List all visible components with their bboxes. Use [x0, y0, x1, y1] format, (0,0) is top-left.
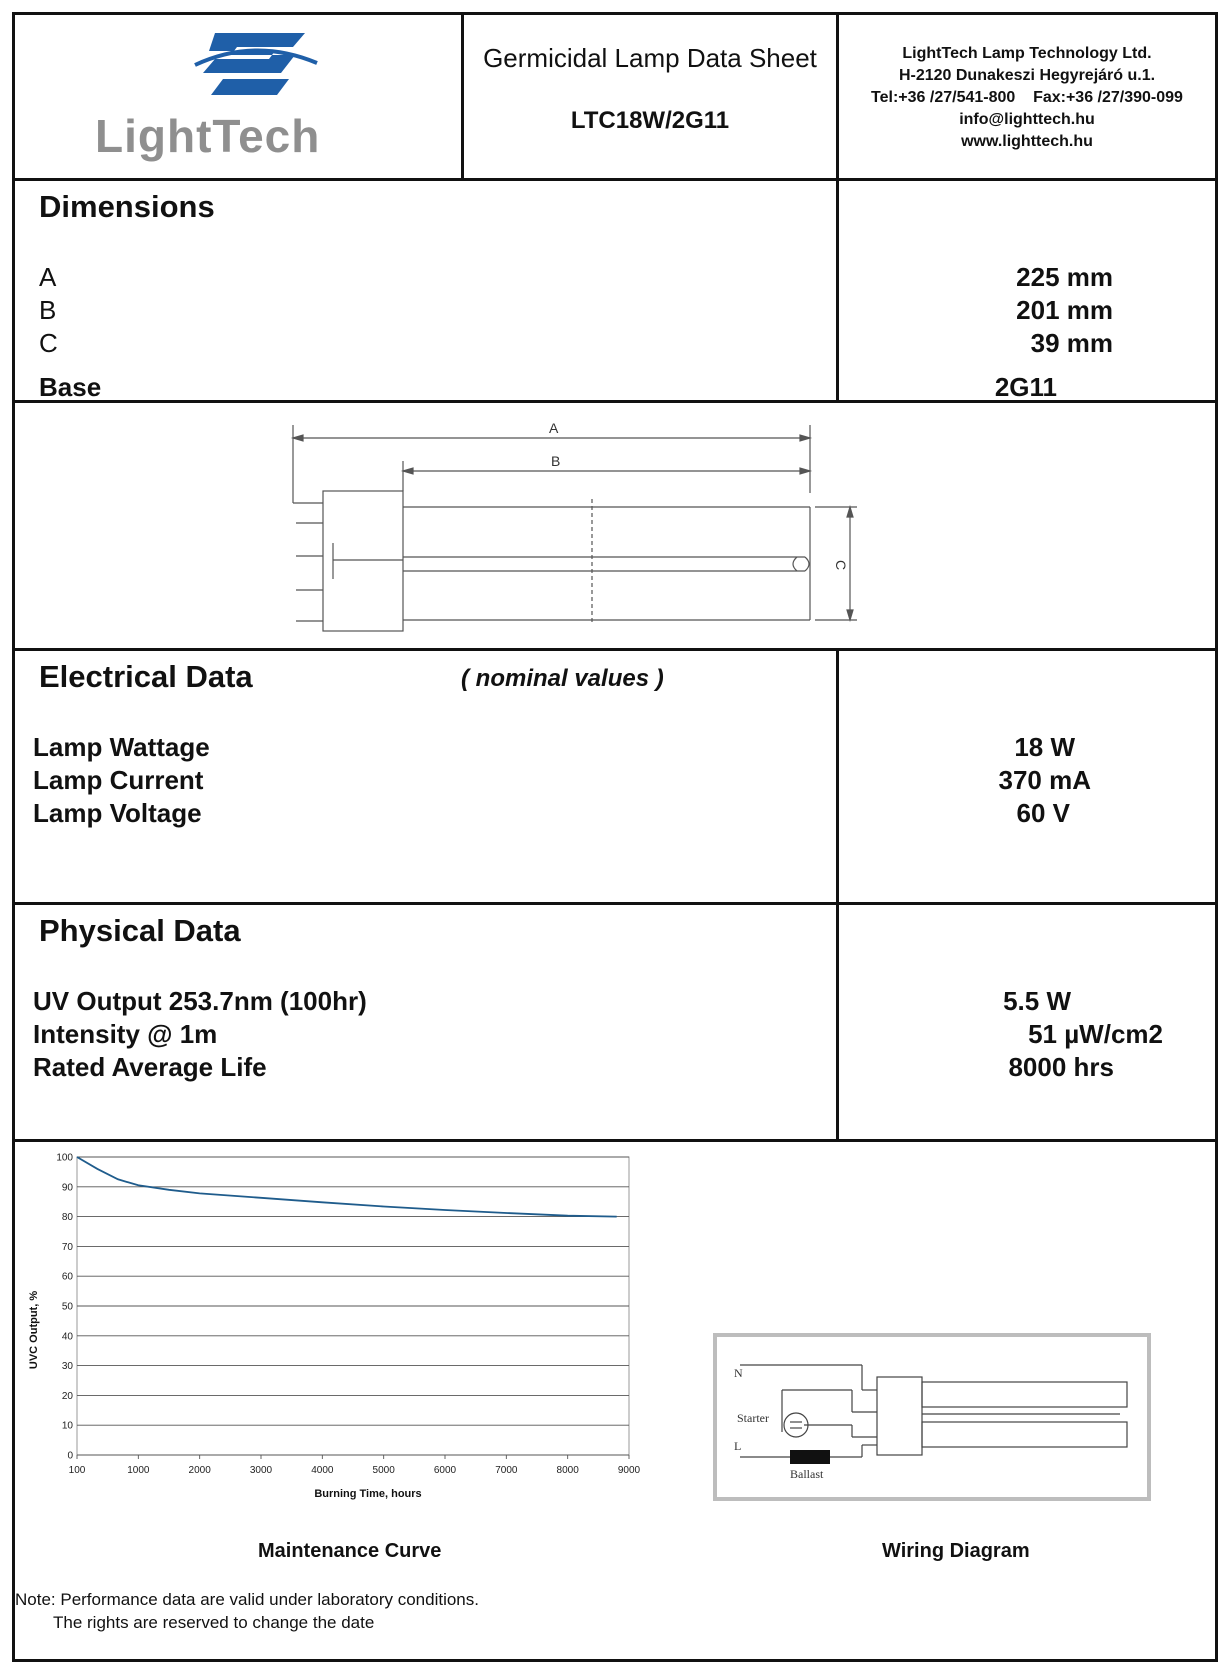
chart-y-tick-label: 10 — [61, 1420, 73, 1432]
chart-x-tick-label: 3000 — [249, 1465, 273, 1476]
chart-y-tick-label: 60 — [61, 1271, 73, 1283]
chart-x-tick-label: 7000 — [495, 1465, 518, 1476]
chart-x-tick-label: 100 — [68, 1465, 86, 1476]
chart-y-tick-label: 30 — [61, 1361, 73, 1373]
chart-wiring-section — [15, 1139, 1215, 1659]
header-company-cell — [836, 15, 1215, 178]
chart-x-tick-label: 9000 — [617, 1465, 641, 1476]
document-title: Germicidal Lamp Data Sheet — [483, 43, 817, 73]
company-name: LightTech Lamp Technology Ltd. — [902, 45, 1152, 62]
company-info — [839, 43, 1215, 153]
chart-x-tick-label: 6000 — [433, 1465, 457, 1476]
intensity-value: 51 µW/cm2 — [1028, 1019, 1163, 1049]
drawing-label-c: C — [833, 560, 849, 571]
chart-x-axis-label: Burning Time, hours — [314, 1488, 422, 1500]
dimension-value-a: 225 mm — [1016, 262, 1113, 292]
dimension-value-c: 39 mm — [1030, 328, 1113, 358]
lamp-dimension-drawing — [15, 403, 1215, 648]
chart-x-tick-label: 5000 — [372, 1465, 395, 1476]
uv-output-label: UV Output 253.7nm (100hr) — [33, 986, 367, 1016]
chart-x-tick-label: 4000 — [311, 1465, 334, 1476]
dimension-label-a: A — [39, 262, 57, 292]
dimensions-section — [15, 178, 1215, 400]
wiring-n-label: N — [734, 1366, 743, 1380]
rated-life-value: 8000 hrs — [1008, 1052, 1114, 1082]
lamp-drawing-section — [15, 400, 1215, 648]
wiring-diagram — [712, 1332, 1152, 1502]
company-email: info@lighttech.hu — [959, 111, 1095, 128]
header-logo-cell — [15, 15, 461, 178]
chart-y-tick-label: 40 — [61, 1331, 73, 1343]
chart-y-axis-label: UVC Output, % — [28, 1290, 40, 1370]
chart-y-tick-label: 20 — [61, 1390, 73, 1402]
base-value: 2G11 — [994, 372, 1057, 402]
dimension-value-b: 201 mm — [1016, 295, 1113, 325]
column-divider — [836, 651, 839, 902]
chart-x-tick-label: 1000 — [127, 1465, 150, 1476]
lamp-current-value: 370 mA — [998, 765, 1091, 795]
lamp-wattage-label: Lamp Wattage — [33, 732, 210, 762]
physical-section — [15, 902, 1215, 1139]
ballast-symbol — [790, 1450, 830, 1464]
maintenance-curve-chart — [15, 1147, 675, 1537]
lighttech-logo-icon — [185, 25, 325, 105]
electrical-title: Electrical Data — [39, 659, 253, 694]
chart-caption: Maintenance Curve — [258, 1540, 442, 1562]
brand-wordmark: LightTech — [95, 110, 321, 162]
wiring-l-label: L — [734, 1439, 742, 1453]
base-label: Base — [39, 372, 102, 402]
chart-y-tick-label: 90 — [61, 1182, 73, 1194]
chart-y-tick-label: 80 — [61, 1212, 73, 1224]
header-title-cell — [461, 15, 836, 178]
chart-y-tick-label: 0 — [67, 1450, 73, 1462]
data-sheet — [12, 12, 1218, 1662]
physical-title: Physical Data — [39, 913, 241, 948]
intensity-label: Intensity @ 1m — [33, 1019, 218, 1049]
company-phone-fax: Tel:+36 /27/541-800 Fax:+36 /27/390-099 — [871, 89, 1183, 106]
model-number: LTC18W/2G11 — [570, 107, 730, 134]
dimension-label-c: C — [39, 328, 58, 358]
drawing-label-a: A — [549, 420, 559, 436]
wiring-ballast-label: Ballast — [790, 1467, 824, 1481]
lamp-voltage-value: 60 V — [1016, 798, 1070, 828]
wiring-caption: Wiring Diagram — [882, 1540, 1030, 1562]
note-line-1: Note: Performance data are valid under laboratory conditions. — [15, 1590, 479, 1609]
column-divider — [836, 905, 839, 1139]
company-address: H-2120 Dunakeszi Hegyrejáró u.1. — [898, 67, 1156, 84]
chart-y-tick-label: 100 — [56, 1152, 73, 1164]
uv-output-value: 5.5 W — [1003, 986, 1071, 1016]
wiring-starter-label: Starter — [737, 1411, 769, 1425]
lamp-current-label: Lamp Current — [33, 765, 204, 795]
lamp-wattage-value: 18 W — [1014, 732, 1075, 762]
chart-y-tick-label: 50 — [61, 1301, 73, 1313]
dimensions-title: Dimensions — [39, 189, 215, 224]
drawing-label-b: B — [551, 453, 561, 469]
company-website: www.lighttech.hu — [961, 133, 1093, 150]
dimension-label-b: B — [39, 295, 57, 325]
rated-life-label: Rated Average Life — [33, 1052, 267, 1082]
lamp-voltage-label: Lamp Voltage — [33, 798, 202, 828]
chart-x-tick-label: 8000 — [556, 1465, 579, 1476]
electrical-subtitle: ( nominal values ) — [461, 665, 664, 692]
column-divider — [836, 181, 839, 400]
electrical-section — [15, 648, 1215, 902]
chart-x-tick-label: 2000 — [188, 1465, 211, 1476]
note-line-2: The rights are reserved to change the date — [53, 1613, 375, 1632]
chart-y-tick-label: 70 — [61, 1241, 73, 1253]
